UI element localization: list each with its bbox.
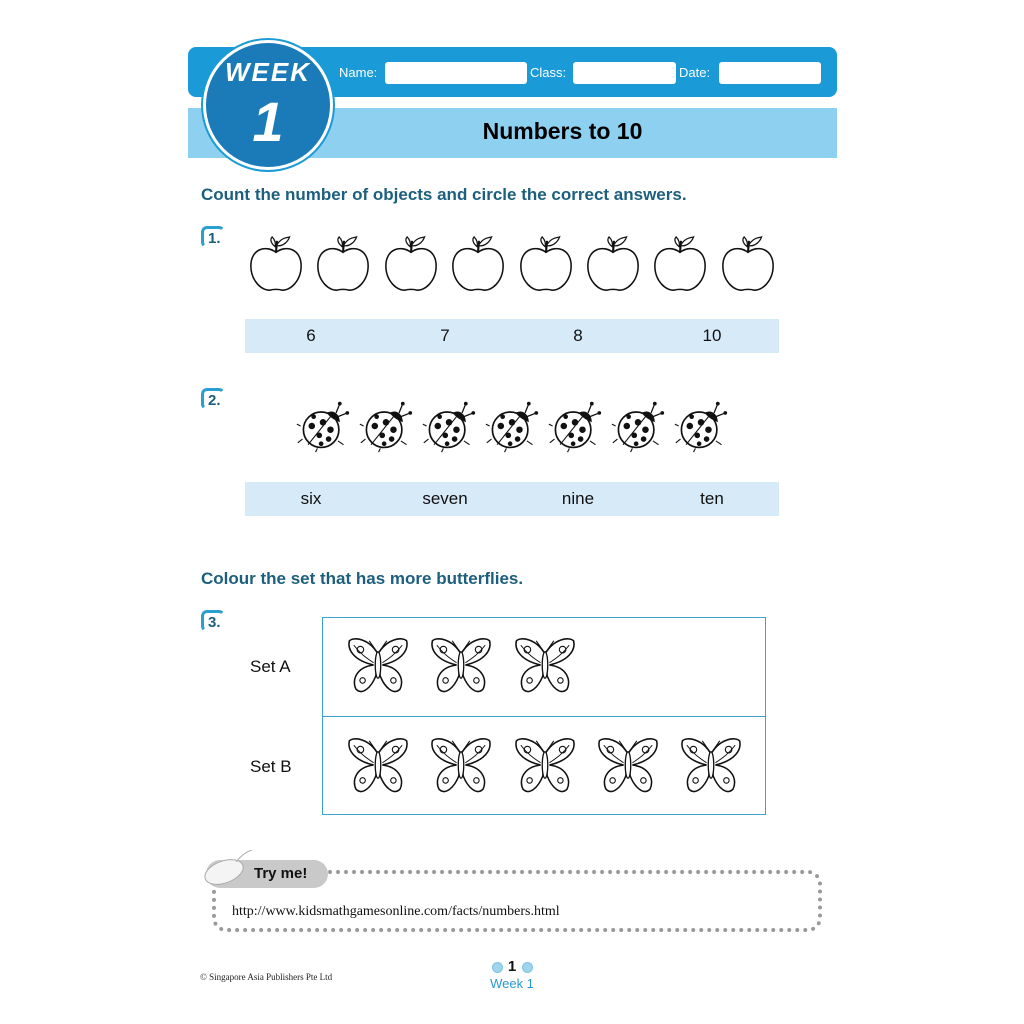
answer-option[interactable]: ten: [700, 489, 724, 508]
apple-icon: [719, 233, 777, 295]
set-a-label: Set A: [250, 657, 291, 676]
ladybug-icon: [673, 396, 729, 456]
instruction-colour: Colour the set that has more butterflies.: [201, 569, 524, 588]
butterfly-icon: [345, 630, 411, 700]
q1-number: 1.: [208, 230, 221, 247]
butterfly-icon: [512, 730, 578, 800]
question-number-1: [201, 226, 225, 248]
try-me-link[interactable]: http://www.kidsmathgamesonline.com/facts/numbers.html: [232, 904, 560, 919]
footer-week: Week 1: [490, 976, 534, 991]
week-number: 1: [252, 90, 284, 153]
question-number-2: [201, 388, 225, 410]
apple-icon: [247, 233, 305, 295]
answer-option[interactable]: 10: [702, 326, 722, 345]
ladybug-icon: [358, 396, 414, 456]
answer-option[interactable]: seven: [422, 489, 468, 508]
week-word: WEEK: [225, 57, 311, 87]
q3-number: 3.: [208, 614, 221, 631]
butterfly-icon: [595, 730, 661, 800]
ladybug-icon: [547, 396, 603, 456]
q2-number: 2.: [208, 392, 221, 409]
apple-icon: [314, 233, 372, 295]
apple-icon: [651, 233, 709, 295]
apple-icon: [449, 233, 507, 295]
page-dot-icon: [522, 962, 533, 973]
try-me-tab: [206, 860, 328, 888]
question-number-3: [201, 610, 225, 632]
try-me-label: Try me!: [254, 865, 308, 882]
answer-option[interactable]: six: [300, 489, 322, 508]
page-title: Numbers to 10: [482, 118, 643, 144]
butterfly-icon: [512, 630, 578, 700]
answer-option[interactable]: 7: [440, 326, 450, 345]
butterfly-icon: [345, 730, 411, 800]
answer-bar-2: [245, 482, 779, 516]
butterfly-icon: [428, 730, 494, 800]
apple-icon: [382, 233, 440, 295]
apple-icon: [584, 233, 642, 295]
set-divider: [323, 716, 765, 717]
set-b-label: Set B: [250, 757, 292, 776]
mouse-icon: [202, 850, 252, 890]
copyright: © Singapore Asia Publishers Pte Ltd: [200, 972, 333, 982]
ladybug-icon: [295, 396, 351, 456]
date-label: Date:: [679, 65, 711, 80]
instruction-count: Count the number of objects and circle the correct answers.: [201, 185, 687, 204]
ladybug-icon: [610, 396, 666, 456]
answer-option[interactable]: nine: [561, 489, 595, 508]
class-label: Class:: [530, 65, 567, 80]
answer-option[interactable]: 6: [306, 326, 316, 345]
week-badge: [203, 40, 333, 170]
butterfly-icon: [428, 630, 494, 700]
name-field[interactable]: [385, 62, 527, 84]
page-number: 1: [507, 958, 517, 975]
ladybug-icon: [421, 396, 477, 456]
name-label: Name:: [339, 65, 378, 80]
date-field[interactable]: [719, 62, 821, 84]
ladybug-icon: [484, 396, 540, 456]
answer-bar-1: [245, 319, 779, 353]
apple-icon: [517, 233, 575, 295]
butterfly-icon: [678, 730, 744, 800]
answer-option[interactable]: 8: [573, 326, 583, 345]
class-field[interactable]: [573, 62, 676, 84]
